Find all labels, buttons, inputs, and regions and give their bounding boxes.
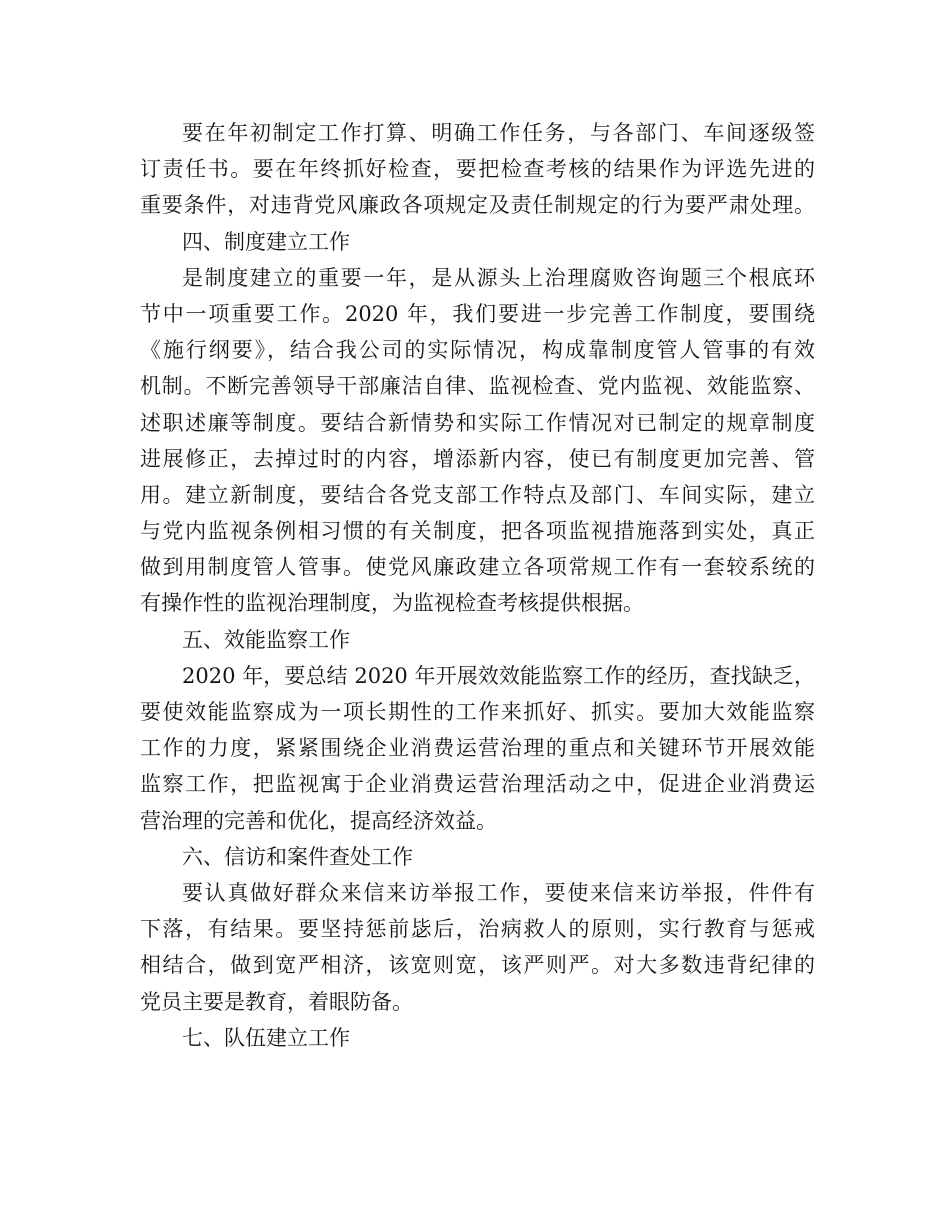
paragraph-line: 述职述廉等制度。要结合新情势和实际工作情况对已制定的规章制度 [140, 410, 815, 435]
document-body [140, 115, 815, 1056]
section-heading: 五、效能监察工作 [182, 627, 350, 652]
paragraph-line: 要使效能监察成为一项长期性的工作来抓好、抓实。要加大效能监察 [140, 700, 815, 724]
paragraph-line: 2020 年，要总结 2020 年开展效效能监察工作的经历，查找缺乏， [182, 663, 815, 688]
paragraph-line: 有操作性的监视治理制度，为监视检查考核提供根据。 [140, 591, 644, 616]
paragraph-line: 做到用制度管人管事。使党风廉政建立各项常规工作有一套较系统的 [140, 555, 815, 580]
paragraph-line: 是制度建立的重要一年，是从源头上治理腐败咨询题三个根底环 [182, 265, 815, 290]
paragraph-line: 《施行纲要》，结合我公司的实际情况，构成靠制度管人管事的有效 [140, 338, 815, 363]
paragraph-line: 用。建立新制度，要结合各党支部工作特点及部门、车间实际，建立 [140, 482, 815, 507]
paragraph-line: 进展修正，去掉过时的内容，增添新内容，使已有制度更加完善、管 [140, 446, 815, 471]
paragraph-line: 党员主要是教育，着眼防备。 [140, 989, 413, 1014]
paragraph-line: 订责任书。要在年终抓好检查，要把检查考核的结果作为评选先进的 [140, 157, 815, 182]
paragraph-line: 要在年初制定工作打算、明确工作任务，与各部门、车间逐级签 [182, 121, 815, 145]
section-heading: 四、制度建立工作 [182, 229, 350, 254]
paragraph-line: 与党内监视条例相习惯的有关制度，把各项监视措施落到实处，真正 [140, 519, 815, 544]
paragraph-line: 监察工作，把监视寓于企业消费运营治理活动之中，促进企业消费运 [140, 772, 815, 797]
paragraph-line: 相结合，做到宽严相济，该宽则宽，该严则严。对大多数违背纪律的 [140, 953, 815, 978]
paragraph-line: 要认真做好群众来信来访举报工作，要使来信来访举报，件件有 [182, 880, 815, 905]
paragraph-line: 下落，有结果。要坚持惩前毖后，治病救人的原则，实行教育与惩戒 [140, 917, 815, 942]
section-heading: 六、信访和案件查处工作 [182, 844, 413, 869]
paragraph-line: 营治理的完善和优化，提高经济效益。 [140, 808, 497, 833]
paragraph-line: 工作的力度，紧紧围绕企业消费运营治理的重点和关键环节开展效能 [140, 736, 815, 761]
paragraph-line: 重要条件，对违背党风廉政各项规定及责任制规定的行为要严肃处理。 [140, 193, 815, 218]
paragraph-line: 节中一项重要工作。2020 年，我们要进一步完善工作制度，要围绕 [140, 301, 815, 326]
section-heading: 七、队伍建立工作 [182, 1025, 350, 1050]
paragraph-line: 机制。不断完善领导干部廉洁自律、监视检查、党内监视、效能监察、 [140, 374, 815, 399]
